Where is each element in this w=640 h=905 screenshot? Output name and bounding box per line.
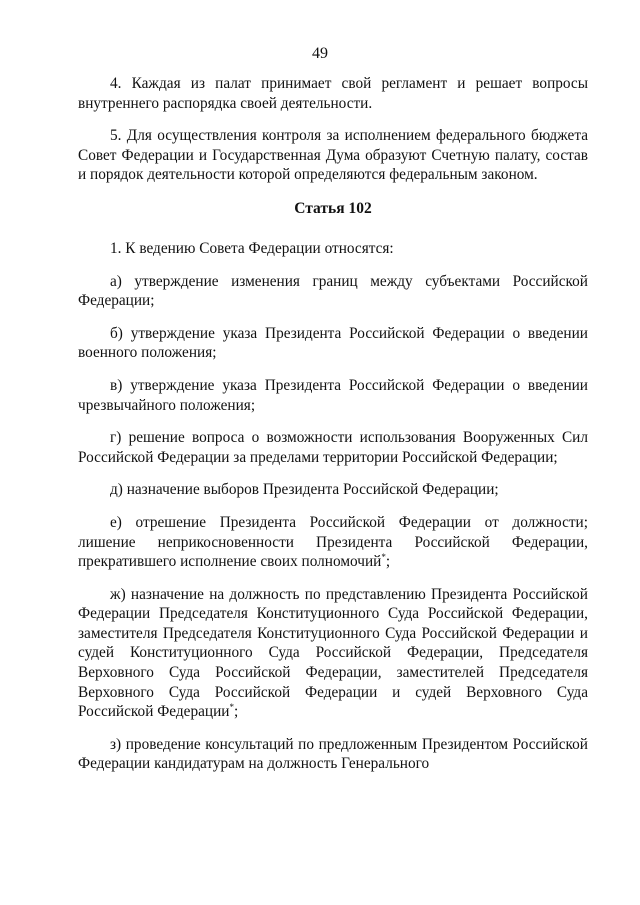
- item-zh: [78, 585, 588, 722]
- article-heading: Статья 102: [294, 199, 372, 217]
- item-e-text: е) отрешение Президента Российской Федерации от должности; лишение неприкосновенности Президента Российской Федерации, прекратившего исполнение своих полномочий: [78, 513, 588, 571]
- article-intro: 1. К ведению Совета Федерации относятся:: [110, 239, 394, 257]
- item-e-suffix: ;: [385, 553, 391, 571]
- paragraph-5: 5. Для осуществления контроля за исполнением федерального бюджета Совет Федерации и Государственная Дума образуют Счетную палату, состав и порядок деятельности которой определяются федеральным законом.: [78, 127, 588, 184]
- item-v: в) утверждение указа Президента Российской Федерации о введении чрезвычайного положения;: [78, 376, 588, 414]
- page-number: 49: [312, 45, 328, 62]
- footnote-mark: *: [381, 552, 386, 562]
- item-e: [78, 513, 588, 572]
- item-z: з) проведение консультаций по предложенным Президентом Российской Федерации кандидатурам на должность Генерального: [78, 735, 588, 773]
- item-d: д) назначение выборов Президента Российской Федерации;: [110, 481, 499, 499]
- item-b: б) утверждение указа Президента Российской Федерации о введении военного положения;: [78, 324, 588, 362]
- item-a: а) утверждение изменения границ между субъектами Российской Федерации;: [78, 272, 588, 310]
- page-content: [78, 74, 588, 787]
- footnote-mark: *: [229, 702, 234, 713]
- item-zh-suffix: ;: [233, 703, 239, 721]
- item-g: г) решение вопроса о возможности использования Вооруженных Сил Российской Федерации за пределами территории Российской Федерации;: [78, 429, 588, 466]
- item-zh-text: ж) назначение на должность по представлению Президента Российской Федерации Председателя Конституционного Суда Российской Федерации, заместителя Председателя Конституционного Суда Российской Федерации и судей Конституционного Суда Российской Федерации, Председателя Верховного Суда Российской Федерации, заместителей Председателя Верховного Суда Российской Федерации и судей Верховного Суда Российской Федерации: [78, 585, 588, 721]
- paragraph-4: 4. Каждая из палат принимает свой регламент и решает вопросы внутреннего распорядка своей деятельности.: [78, 75, 588, 112]
